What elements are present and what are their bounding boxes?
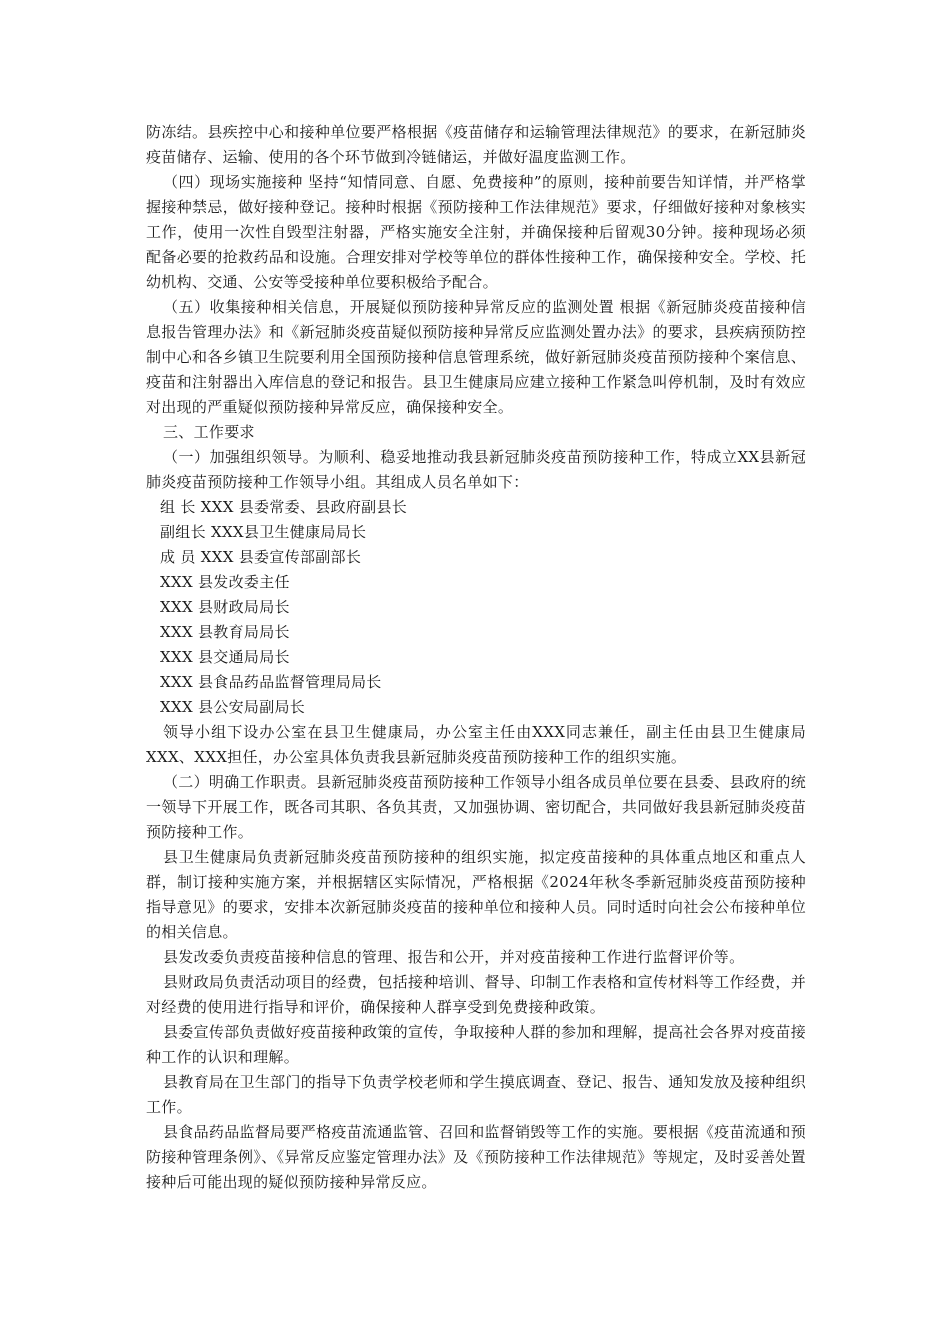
- paragraph: 县委宣传部负责做好疫苗接种政策的宣传，争取接种人群的参加和理解，提高社会各界对疫苗接种工作的认识和理解。: [146, 1023, 806, 1066]
- paragraph: 县发改委负责疫苗接种信息的管理、报告和公开，并对疫苗接种工作进行监督评价等。: [163, 948, 745, 966]
- member-item: XXX 县交通局局长: [160, 648, 290, 666]
- paragraph: 县食品药品监督局要严格疫苗流通监管、召回和监督销毁等工作的实施。要根据《疫苗流通和预防接种管理条例》、《异常反应鉴定管理办法》及《预防接种工作法律规范》等规定，及时妥善处置接种后可能出现的疑似预防接种异常反应。: [146, 1123, 806, 1191]
- paragraph: （四）现场实施接种 坚持“知情同意、自愿、免费接种”的原则，接种前要告知详情，并严格掌握接种禁忌，做好接种登记。接种时根据《预防接种工作法律规范》要求，仔细做好接种对象核实工作，使用一次性自毁型注射器，严格实施安全注射，并确保接种后留观30分钟。接种现场必须配备必要的抢救药品和设施。合理安排对学校等单位的群体性接种工作，确保接种安全。学校、托幼机构、交通、公安等受接种单位要积极给予配合。: [146, 173, 806, 291]
- member-item: 组 长 XXX 县委常委、县政府副县长: [160, 498, 408, 516]
- paragraph: （二）明确工作职责。县新冠肺炎疫苗预防接种工作领导小组各成员单位要在县委、县政府的统一领导下开展工作，既各司其职、各负其责，又加强协调、密切配合，共同做好我县新冠肺炎疫苗预防接种工作。: [146, 773, 806, 841]
- member-list: [146, 495, 806, 720]
- member-item: XXX 县食品药品监督管理局局长: [160, 673, 382, 691]
- paragraph: 县卫生健康局负责新冠肺炎疫苗预防接种的组织实施，拟定疫苗接种的具体重点地区和重点人群，制订接种实施方案，并根据辖区实际情况，严格根据《2024年秋冬季新冠肺炎疫苗预防接种指导意见》的要求，安排本次新冠肺炎疫苗的接种单位和接种人员。同时适时向社会公布接种单位的相关信息。: [146, 848, 806, 941]
- section-heading: 三、工作要求: [163, 423, 255, 441]
- member-item: 成 员 XXX 县委宣传部副部长: [160, 548, 362, 566]
- member-item: 副组长 XXX县卫生健康局局长: [160, 523, 367, 541]
- member-item: XXX 县财政局局长: [160, 598, 290, 616]
- paragraph: 县财政局负责活动项目的经费，包括接种培训、督导、印制工作表格和宣传材料等工作经费，并对经费的使用进行指导和评价，确保接种人群享受到免费接种政策。: [146, 973, 806, 1016]
- paragraph: 防冻结。县疾控中心和接种单位要严格根据《疫苗储存和运输管理法律规范》的要求，在新冠肺炎疫苗储存、运输、使用的各个环节做到冷链储运，并做好温度监测工作。: [146, 123, 806, 166]
- paragraph: （一）加强组织领导。为顺利、稳妥地推动我县新冠肺炎疫苗预防接种工作，特成立XX县新冠肺炎疫苗预防接种工作领导小组。其组成人员名单如下：: [146, 448, 806, 491]
- member-item: XXX 县发改委主任: [160, 573, 290, 591]
- paragraph: （五）收集接种相关信息，开展疑似预防接种异常反应的监测处置 根据《新冠肺炎疫苗接种信息报告管理办法》和《新冠肺炎疫苗疑似预防接种异常反应监测处置办法》的要求，县疾病预防控制中心和各乡镇卫生院要利用全国预防接种信息管理系统，做好新冠肺炎疫苗预防接种个案信息、疫苗和注射器出入库信息的登记和报告。县卫生健康局应建立接种工作紧急叫停机制，及时有效应对出现的严重疑似预防接种异常反应，确保接种安全。: [146, 298, 806, 416]
- member-item: XXX 县教育局局长: [160, 623, 290, 641]
- paragraph: 领导小组下设办公室在县卫生健康局，办公室主任由XXX同志兼任，副主任由县卫生健康局XXX、XXX担任，办公室具体负责我县新冠肺炎疫苗预防接种工作的组织实施。: [146, 723, 806, 766]
- document-body: [146, 120, 806, 1195]
- paragraph: 县教育局在卫生部门的指导下负责学校老师和学生摸底调查、登记、报告、通知发放及接种组织工作。: [146, 1073, 806, 1116]
- member-item: XXX 县公安局副局长: [160, 698, 306, 716]
